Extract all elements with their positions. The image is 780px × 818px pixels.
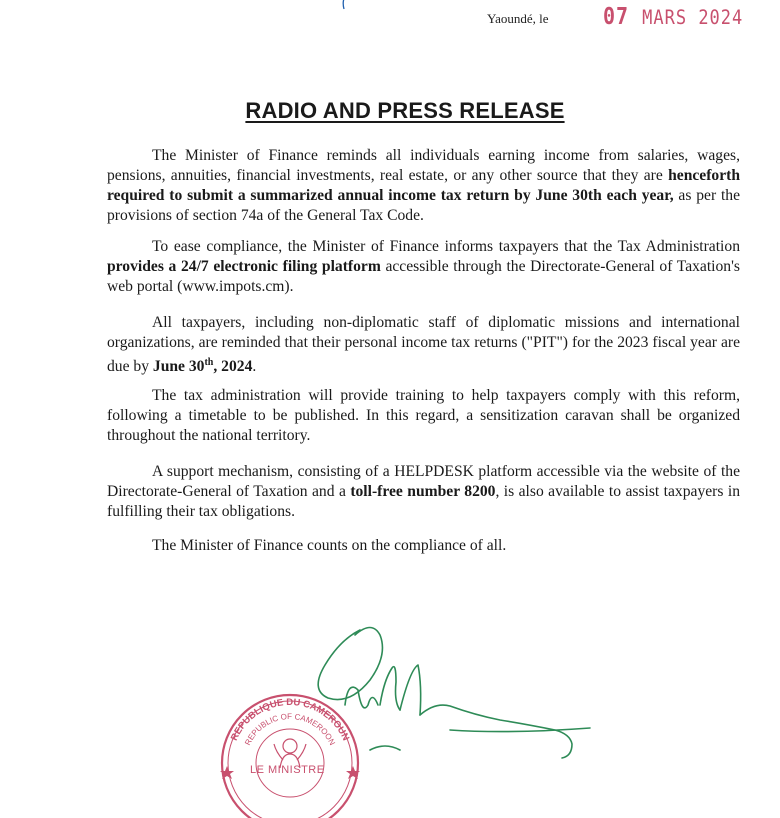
p3-date-sup: th (204, 357, 214, 368)
p3-bold-date (153, 358, 252, 375)
document-title-text: RADIO AND PRESS RELEASE (245, 98, 565, 123)
p3-text-c: . (252, 358, 257, 376)
paragraph-income-tax-reminder (107, 146, 740, 226)
p3-text-a: All taxpayers, including non-diplomatic staff of diplomatic missions and international organizations, are reminded that their personal income tax returns ("PIT") for the 2023 fiscal year are due by (107, 314, 740, 376)
handwritten-signature (300, 610, 600, 780)
seal-outer-text: REPUBLIQUE DU CAMEROUN (228, 696, 352, 743)
paragraph-helpdesk (107, 462, 740, 522)
paragraph-training (107, 386, 740, 446)
p2-bold-platform: provides a 24/7 electronic filing platform (107, 258, 381, 275)
page-edge-mark (336, 0, 350, 10)
p4-text-a: The tax administration will provide training to help taxpayers comply with this reform, following a timetable to be published. In this regard, a sensitization caravan shall be organized throughout the national territory. (107, 387, 740, 444)
seal-inner-text: REPUBLIC OF CAMEROON (243, 711, 337, 747)
paragraph-pit-deadline (107, 313, 740, 377)
p5-text-a: A support mechanism, consisting of a HELPDESK platform accessible via the website of the Directorate-General of Taxation and a (107, 463, 740, 500)
paragraph-closing (107, 536, 740, 556)
document-title (0, 98, 780, 124)
p6-text-a: The Minister of Finance counts on the compliance of all. (152, 537, 507, 554)
date-stamp-month-year: MARS 2024 (642, 6, 744, 30)
date-stamp (603, 2, 743, 30)
p3-date-part2: , 2024 (213, 358, 253, 376)
p5-bold-toll-free: toll-free number 8200 (350, 483, 496, 500)
p1-text-c: as per the provisions of section 74a of the General Tax Code. (107, 187, 740, 224)
p1-text-a: The Minister of Finance reminds all individuals earning income from salaries, wages, pensions, annuities, financial investments, real estate, or any other source that they are (107, 147, 740, 184)
p2-text-a: To ease compliance, the Minister of Finance informs taxpayers that the Tax Administration (152, 238, 740, 255)
paragraph-electronic-filing (107, 237, 740, 297)
seal-label-text: LE MINISTRE (250, 764, 325, 776)
p1-bold-deadline: henceforth required to submit a summarized annual income tax return by June 30th each year, (107, 167, 740, 204)
place-and-date-label: Yaoundé, le (487, 11, 549, 26)
date-stamp-day: 07 (603, 2, 630, 30)
p2-text-c: accessible through the Directorate-General of Taxation's web portal (www.impots.cm). (107, 258, 740, 295)
p5-text-c: , is also available to assist taxpayers in fulfilling their tax obligations. (107, 483, 740, 520)
p3-date-part1: June 30 (152, 358, 205, 376)
